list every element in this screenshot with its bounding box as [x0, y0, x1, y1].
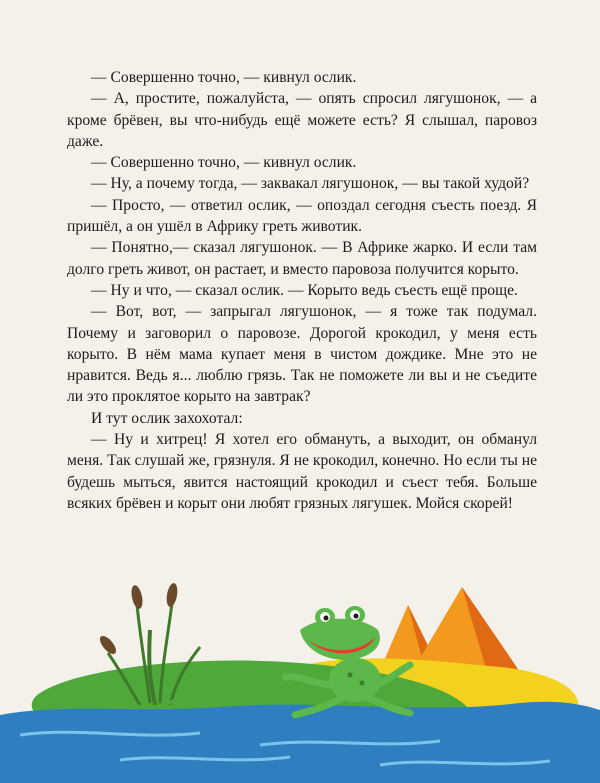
paragraph: — Просто, — ответил ослик, — опоздал сегодня съесть поезд. Я пришёл, а он ушёл в Африку греть животик. [67, 196, 537, 236]
paragraph: — Вот, вот, — запрыгал лягушонок, — я тоже так подумал. Почему и заговорил о паровозе. Дорогой крокодил, у меня есть корыто. В нём мама купает меня в чистом дождике. Мне это не нравится. Ведь я... люблю грязь. Так не поможете ли вы и не съедите ли это проклятое корыто на завтрак? [67, 303, 537, 406]
paragraph: — Совершенно точно, — кивнул ослик. [91, 69, 357, 86]
paragraph: — Ну, а почему тогда, — заквакал лягушонок, — вы такой худой? [91, 175, 530, 193]
paragraph: И тут ослик захохотал: [91, 409, 243, 427]
paragraph: — Ну и что, — сказал ослик. — Корыто ведь съесть ещё проще. [91, 281, 518, 299]
paragraph: — Совершенно точно, — кивнул ослик. [91, 154, 357, 172]
frog-illustration [0, 575, 600, 783]
paragraph: — Понятно,— сказал лягушонок. — В Африке жарко. И если там долго греть живот, он растает, и вместо паровоза получится корыто. [67, 239, 537, 278]
cattail [130, 584, 145, 610]
paragraph: — Ну и хитрец! Я хотел его обмануть, а выходит, он обманул меня. Так слушай же, грязнуля. Я не крокодил, конечно. Но если ты не будешь мыться, явится настоящий крокодил и съест тебя. Больше всяких брёвен и корыт они любят грязных лягушек. Мойся скорей! [67, 431, 537, 512]
cattail [165, 582, 179, 607]
story-text [67, 67, 537, 514]
paragraph: — А, простите, пожалуйста, — опять спросил лягушонок, — а кроме брёвен, вы что-нибудь ещё можете есть? Я слышал, паровоз даже. [67, 90, 537, 150]
